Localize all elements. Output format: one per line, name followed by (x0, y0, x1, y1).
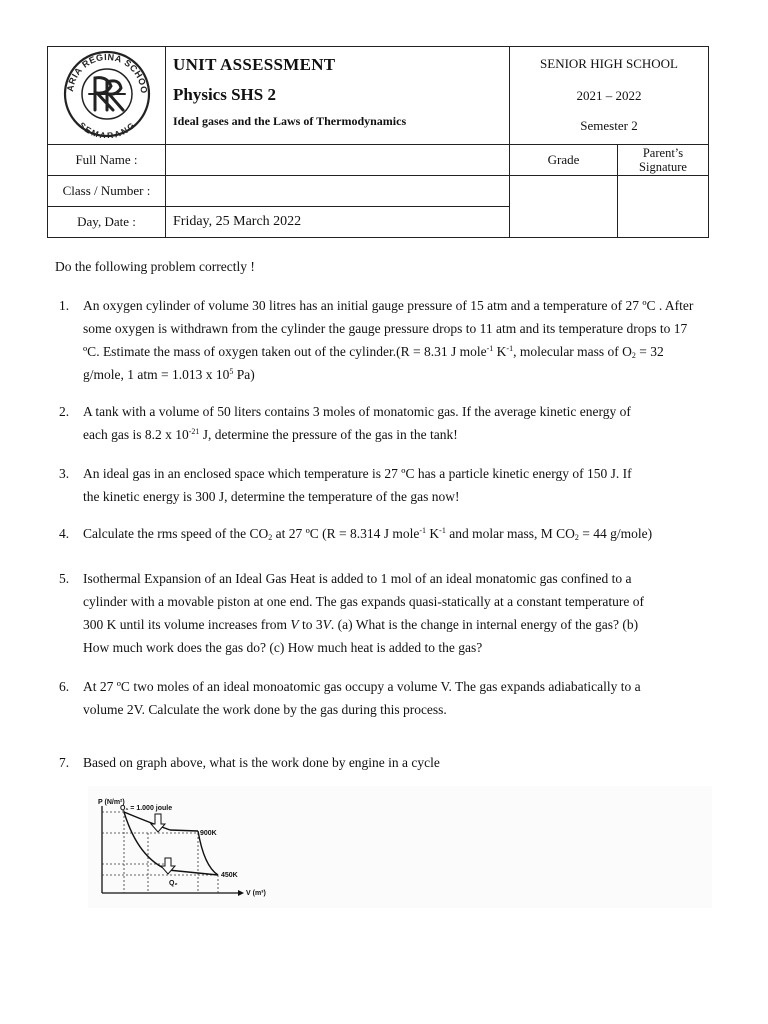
school-logo-cell (48, 47, 166, 145)
grade-label: Grade (510, 145, 618, 176)
q2-label: Q₂ (169, 880, 178, 887)
class-number-field[interactable] (166, 176, 510, 207)
grade-field[interactable] (510, 176, 618, 238)
signature-field[interactable] (618, 176, 709, 238)
class-number-label: Class / Number : (48, 176, 166, 207)
question-text: An ideal gas in an enclosed space which temperature is 27 ºC has a particle kinetic energy of 150 J. If (83, 466, 632, 481)
question-number: 6. (59, 679, 70, 694)
pv-graph (88, 786, 712, 908)
question-3 (59, 462, 719, 508)
question-number: 7. (59, 755, 70, 770)
question-text: At 27 ºC two moles of an ideal monoatomic gas occupy a volume V. The gas expands adiabatically to a (83, 679, 641, 694)
logo-monogram (89, 78, 125, 110)
signature-label-line1: Parent’s (642, 146, 684, 160)
question-6 (59, 675, 719, 721)
question-text: Isothermal Expansion of an Ideal Gas Heat is added to 1 mol of an ideal monatomic gas confined to a (83, 571, 632, 586)
question-number: 4. (59, 526, 70, 541)
t-low-label: 450K (221, 872, 238, 879)
question-7 (59, 751, 719, 774)
instructions: Do the following problem correctly ! (55, 259, 255, 274)
question-text: some oxygen is withdrawn from the cylinder the gauge pressure drops to 11 atm and its temperature drops to 17 (83, 321, 688, 336)
logo-bottom-text: SEMARANG (76, 120, 137, 138)
academic-year: 2021 – 2022 (576, 88, 642, 103)
question-text: each gas is 8.2 x $10^{-21}$ J, determine the pressure of the gas in the tank! (83, 427, 458, 442)
adiabat-right (198, 831, 218, 875)
isotherm-low (168, 870, 218, 875)
pv-graph-figure (88, 786, 712, 908)
question-text: the kinetic energy is 300 J, determine the temperature of the gas now! (83, 489, 460, 504)
question-text: Based on graph above, what is the work done by engine in a cycle (83, 755, 440, 770)
school-level: SENIOR HIGH SCHOOL (540, 56, 678, 71)
logo-top-text: ARIA REGINA SCHOO (64, 51, 149, 95)
signature-label-cell (618, 145, 709, 176)
x-axis-label: V (m³) (246, 890, 266, 897)
signature-label-line2: Signature (639, 160, 687, 174)
subject-title: Physics SHS 2 (173, 85, 276, 104)
header-table (47, 46, 709, 238)
t-high-label: 900K (200, 830, 217, 837)
question-text: How much work does the gas do? (c) How much heat is added to the gas? (83, 640, 483, 655)
isobar-top (170, 830, 198, 831)
question-number: 5. (59, 571, 70, 586)
topic-title: Ideal gases and the Laws of Thermodynamics (173, 114, 407, 128)
full-name-field[interactable] (166, 145, 510, 176)
school-logo (59, 48, 155, 138)
y-axis-label: P (N/m²) (98, 799, 125, 806)
question-text: An oxygen cylinder of volume 30 litres has an initial gauge pressure of 15 atm and a temperature of 27 ºC . After (83, 298, 694, 313)
day-date-label: Day, Date : (48, 207, 166, 238)
question-number: 3. (59, 466, 70, 481)
semester: Semester 2 (580, 118, 638, 133)
question-text: ºC. Estimate the mass of oxygen taken out of the cylinder.(R = 8.31 J mole$^{-1}$ $K^{-1}$, molecular mass of $O_2 = 32$ (83, 344, 664, 360)
question-2 (59, 400, 719, 446)
question-text: cylinder with a movable piston at one end. The gas expands quasi-statically at a constant temperature of (83, 594, 644, 609)
title-cell (166, 47, 510, 145)
q2-arrow (161, 858, 175, 874)
question-text: volume 2V. Calculate the work done by the gas during this process. (83, 702, 447, 717)
day-date-value: Friday, 25 March 2022 (166, 207, 510, 238)
question-4 (59, 522, 719, 545)
question-1 (59, 294, 719, 386)
question-text: 300 K until its volume increases from V to 3V. (a) What is the change in internal energy of the gas? (b) (83, 617, 639, 632)
isotherm-high (124, 812, 170, 830)
question-text: A tank with a volume of 50 liters contains 3 moles of monatomic gas. If the average kinetic energy of (83, 404, 631, 419)
question-text: g/mole, 1 atm = 1.013 x $10^5$ Pa) (83, 367, 255, 382)
question-5 (59, 567, 719, 659)
assessment-title: UNIT ASSESSMENT (173, 55, 336, 74)
question-text: Calculate the rms speed of the $CO_2$ at 27 ºC (R = 8.314 J mole$^{-1}$ $K^{-1}$ and molar mass, M $CO_2 = 44$ g/mole) (83, 526, 653, 542)
q1-label: Q₁ = 1.000 joule (120, 805, 173, 812)
school-info-cell (510, 47, 709, 145)
question-number: 2. (59, 404, 70, 419)
question-number: 1. (59, 298, 70, 313)
x-axis-arrow (238, 890, 244, 896)
full-name-label: Full Name : (48, 145, 166, 176)
